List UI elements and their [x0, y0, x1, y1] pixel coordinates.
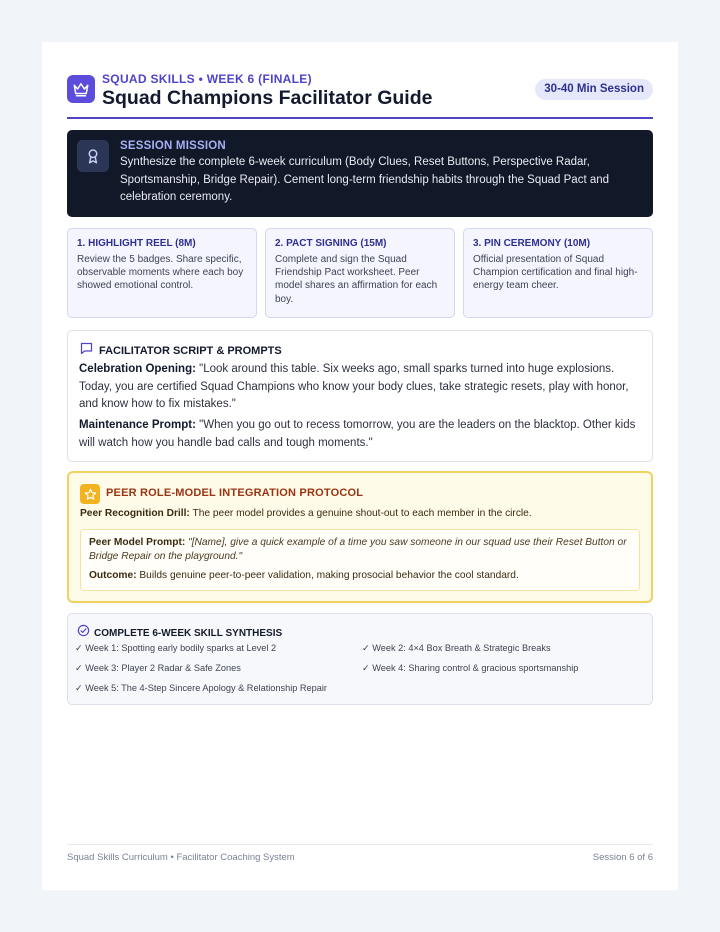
activity-card-title: 1. HIGHLIGHT REEL (8M)	[77, 238, 196, 249]
synthesis-item-week-4: ✓ Week 4: Sharing control & gracious sportsmanship	[362, 663, 579, 673]
activity-card-pin-ceremony	[463, 228, 653, 318]
speech-bubble-icon	[79, 341, 94, 361]
activity-card-text: Complete and sign the Squad Friendship Pact worksheet. Peer model shares an affirmation for each boy.	[275, 254, 438, 305]
activity-card-text: Official presentation of Squad Champion certification and final high-energy team cheer.	[473, 254, 638, 292]
peer-protocol-label: PEER ROLE-MODEL INTEGRATION PROTOCOL	[106, 487, 364, 499]
maintenance-prompt	[79, 417, 643, 452]
peer-recognition-drill	[80, 508, 532, 519]
activity-card-text: Review the 5 badges. Share specific, observable moments where each boy showed emotional control.	[77, 254, 244, 292]
synthesis-item-week-2: ✓ Week 2: 4×4 Box Breath & Strategic Breaks	[362, 643, 551, 653]
maintenance-prompt-label: Maintenance Prompt:	[79, 419, 196, 431]
star-icon	[80, 484, 100, 504]
activity-card-pact-signing	[265, 228, 455, 318]
synthesis-item-week-1: ✓ Week 1: Spotting early bodily sparks at Level 2	[75, 643, 277, 653]
peer-drill-text: The peer model provides a genuine shout-out to each member in the circle.	[189, 508, 532, 519]
activity-card-title: 2. PACT SIGNING (15M)	[275, 238, 387, 249]
check-circle-icon	[77, 624, 90, 642]
activity-card-title: 3. PIN CEREMONY (10M)	[473, 238, 591, 249]
week-kicker: SQUAD SKILLS • WEEK 6 (FINALE)	[102, 72, 312, 86]
facilitator-script-panel	[67, 330, 653, 462]
skill-synthesis-panel	[67, 613, 653, 705]
award-ribbon-icon	[77, 140, 109, 172]
mission-label: SESSION MISSION	[120, 140, 226, 152]
peer-prompt-text: "[Name], give a quick example of a time you saw someone in our squad use their Reset Button or Bridge Repair on the playground."	[89, 537, 627, 562]
celebration-opening	[79, 361, 643, 414]
peer-outcome-text: Builds genuine peer-to-peer validation, making prosocial behavior the cool standard.	[136, 570, 519, 581]
header-divider	[67, 117, 653, 119]
synthesis-label: COMPLETE 6-WEEK SKILL SYNTHESIS	[94, 627, 283, 639]
duration-badge: 30-40 Min Session	[535, 79, 653, 100]
script-heading	[79, 341, 282, 361]
peer-outcome-label: Outcome:	[89, 570, 137, 581]
header	[67, 70, 653, 118]
page-title: Squad Champions Facilitator Guide	[102, 87, 433, 109]
peer-model-prompt	[89, 536, 631, 564]
footer-session-count: Session 6 of 6	[592, 852, 653, 863]
celebration-opening-label: Celebration Opening:	[79, 363, 196, 375]
session-mission-panel	[67, 130, 653, 217]
footer-curriculum: Squad Skills Curriculum • Facilitator Coaching System	[67, 852, 295, 863]
peer-outcome	[89, 569, 631, 583]
mission-text: Synthesize the complete 6-week curriculum (Body Clues, Reset Buttons, Perspective Radar, Sportsmanship, Bridge Repair). Cement long-term friendship habits through the Squad Pact and celebration ceremony.	[120, 156, 610, 203]
peer-model-prompt-box	[80, 529, 640, 591]
crown-icon	[67, 75, 95, 103]
peer-drill-label: Peer Recognition Drill:	[80, 508, 190, 519]
synthesis-heading	[77, 624, 282, 642]
activity-cards	[67, 228, 653, 318]
guide-page	[42, 42, 678, 890]
synthesis-item-week-3: ✓ Week 3: Player 2 Radar & Safe Zones	[75, 663, 241, 673]
activity-card-highlight-reel	[67, 228, 257, 318]
footer-divider	[67, 844, 653, 845]
script-label: FACILITATOR SCRIPT & PROMPTS	[99, 345, 282, 357]
synthesis-item-week-5: ✓ Week 5: The 4-Step Sincere Apology & Relationship Repair	[75, 683, 327, 693]
peer-protocol-panel	[67, 471, 653, 603]
peer-prompt-label: Peer Model Prompt:	[89, 537, 186, 548]
maintenance-prompt-text: "When you go out to recess tomorrow, you are the leaders on the blacktop. Other kids will watch how you handle bad calls and tough moments."	[79, 419, 636, 449]
celebration-opening-text: "Look around this table. Six weeks ago, small sparks turned into huge explosions. Today, you are certified Squad Champions who know your body clues, take strategic resets, play with honor, and know how to fix mistakes."	[79, 363, 629, 410]
